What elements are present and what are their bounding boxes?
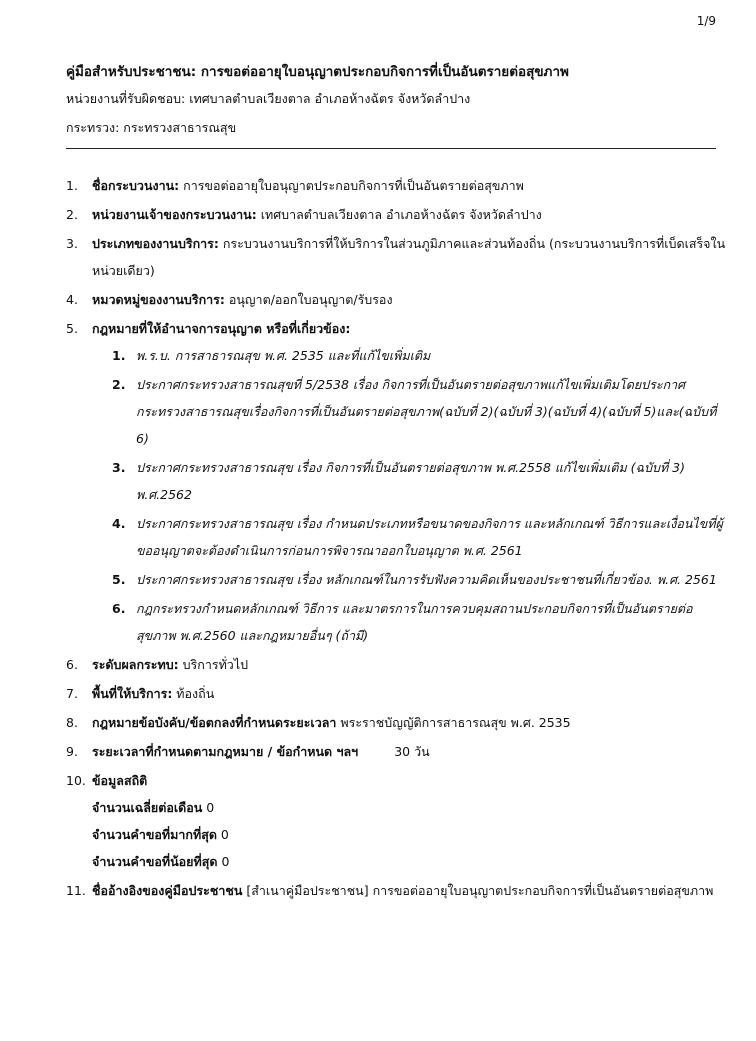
info-list bbox=[66, 172, 726, 906]
list-item: 6. ระดับผลกระทบ: บริการทั่วไป bbox=[66, 657, 249, 672]
law-item: 3. ประกาศกระทรวงสาธารณสุข เรื่อง กิจการที่เป็นอันตรายต่อสุขภาพ พ.ศ.2558 แก้ไขเพิ่มเติม (ฉบับที่ 3) พ.ศ.2562 bbox=[112, 460, 685, 502]
stat-line: จำนวนคำขอที่น้อยที่สุด 0 bbox=[92, 854, 230, 869]
list-item: 2. หน่วยงานเจ้าของกระบวนงาน: เทศบาลตำบลเวียงตาล อำเภอห้างฉัตร จังหวัดลำปาง bbox=[66, 207, 542, 222]
header-divider bbox=[66, 148, 716, 149]
law-item: 6. กฎกระทรวงกำหนดหลักเกณฑ์ วิธีการ และมาตรการในการควบคุมสถานประกอบกิจการที่เป็นอันตรายต่อสุขภาพ พ.ศ.2560 และกฎหมายอื่นๆ (ถ้ามี) bbox=[112, 601, 693, 643]
law-item: 4. ประกาศกระทรวงสาธารณสุข เรื่อง กำหนดประเภทหรือขนาดของกิจการ และหลักเกณฑ์ วิธีการและเงื่อนไขที่ผู้ขออนุญาตจะต้องดำเนินการก่อนการพิจารณาออกใบอนุญาต พ.ศ. 2561 bbox=[112, 516, 723, 558]
responsible-agency: หน่วยงานที่รับผิดชอบ: เทศบาลตำบลเวียงตาล อำเภอห้างฉัตร จังหวัดลำปาง bbox=[66, 91, 471, 106]
list-item: 4. หมวดหมู่ของงานบริการ: อนุญาต/ออกใบอนุญาต/รับรอง bbox=[66, 292, 393, 307]
list-item: 1. ชื่อกระบวนงาน: การขอต่ออายุใบอนุญาตประกอบกิจการที่เป็นอันตรายต่อสุขภาพ bbox=[66, 178, 524, 193]
document-title: คู่มือสำหรับประชาชน: การขอต่ออายุใบอนุญาตประกอบกิจการที่เป็นอันตรายต่อสุขภาพ bbox=[66, 64, 569, 80]
law-item: 2. ประกาศกระทรวงสาธารณสุขที่ 5/2538 เรื่อง กิจการที่เป็นอันตรายต่อสุขภาพแก้ไขเพิ่มเติมโดยประกาศกระทรวงสาธารณสุขเรื่องกิจการที่เป็นอันตรายต่อสุขภาพ(ฉบับที่ 2)(ฉบับที่ 3)(ฉบับที่ 4)(ฉบับที่ 5)และ(ฉบับที่ 6) bbox=[112, 377, 717, 446]
list-item-laws: 5. กฎหมายที่ให้อำนาจการอนุญาต หรือที่เกี่ยวข้อง: 1. พ.ร.บ. การสาธารณสุข พ.ศ. 2535 และที่แก้ไขเพิ่มเติม 2. ประกาศกระทรวงสาธารณสุขที่ 5/2538 เรื่อง กิจการที่เป็นอันตรายต่อสุขภาพแก้ไขเพิ่มเติมโดยประกาศกระทรวงสาธารณสุขเรื่องกิจการที่เป็นอันตรายต่อสุขภาพ(ฉบับที่ 2)(ฉบับที่ 3)(ฉบับที่ 4)(ฉบับที่ 5)และ(ฉบับที่ 6) 3. ประกาศกระทรวงสาธารณสุข เรื่อง กิจการที่เป็นอันตรายต่อสุขภาพ พ.ศ.2558 แก้ไขเพิ่มเติม (ฉบับที่ 3) พ.ศ.2562 4. ประกาศกระทรวงสาธารณสุข เรื่อง กำหนดประเภทหรือขนาดของกิจการ และหลักเกณฑ์ วิธีการและเงื่อนไขที่ผู้ขออนุญาตจะต้องดำเนินการก่อนการพิจารณาออกใบอนุญาต พ.ศ. 2561 5. ประกาศกระทรวงสาธารณสุข เรื่อง หลักเกณฑ์ในการรับฟังความคิดเห็นของประชาชนที่เกี่ยวข้อง. พ.ศ. 2561 6. กฎกระทรวงกำหนดหลักเกณฑ์ วิธีการ และมาตรการในการควบคุมสถานประกอบกิจการที่เป็นอันตรายต่อสุขภาพ พ.ศ.2560 และกฎหมายอื่นๆ (ถ้ามี) bbox=[66, 315, 726, 649]
list-item: 3. ประเภทของงานบริการ: กระบวนงานบริการที่ให้บริการในส่วนภูมิภาคและส่วนท้องถิ่น (กระบวนงานบริการที่เบ็ดเสร็จในหน่วยเดียว) bbox=[66, 236, 726, 278]
law-item: 5. ประกาศกระทรวงสาธารณสุข เรื่อง หลักเกณฑ์ในการรับฟังความคิดเห็นของประชาชนที่เกี่ยวข้อง. พ.ศ. 2561 bbox=[112, 572, 717, 587]
law-item: 1. พ.ร.บ. การสาธารณสุข พ.ศ. 2535 และที่แก้ไขเพิ่มเติม bbox=[112, 348, 431, 363]
stat-line: จำนวนคำขอที่มากที่สุด 0 bbox=[92, 827, 229, 842]
list-item: 7. พื้นที่ให้บริการ: ท้องถิ่น bbox=[66, 686, 215, 701]
list-item: 9. ระยะเวลาที่กำหนดตามกฎหมาย / ข้อกำหนด ฯลฯ 30 วัน bbox=[66, 744, 430, 759]
ministry: กระทรวง: กระทรวงสาธารณสุข bbox=[66, 120, 237, 135]
laws-sublist bbox=[92, 342, 726, 649]
stat-line: จำนวนเฉลี่ยต่อเดือน 0 bbox=[92, 800, 215, 815]
page-number: 1/9 bbox=[696, 14, 716, 28]
list-item: 8. กฎหมายข้อบังคับ/ข้อตกลงที่กำหนดระยะเวลา พระราชบัญญัติการสาธารณสุข พ.ศ. 2535 bbox=[66, 715, 571, 730]
list-item: 11. ชื่ออ้างอิงของคู่มือประชาชน [สำเนาคู่มือประชาชน] การขอต่ออายุใบอนุญาตประกอบกิจการที่เป็นอันตรายต่อสุขภาพ bbox=[66, 883, 714, 898]
list-item-stats: 10. ข้อมูลสถิติ จำนวนเฉลี่ยต่อเดือน 0 จำนวนคำขอที่มากที่สุด 0 จำนวนคำขอที่น้อยที่สุด 0 bbox=[66, 767, 726, 875]
